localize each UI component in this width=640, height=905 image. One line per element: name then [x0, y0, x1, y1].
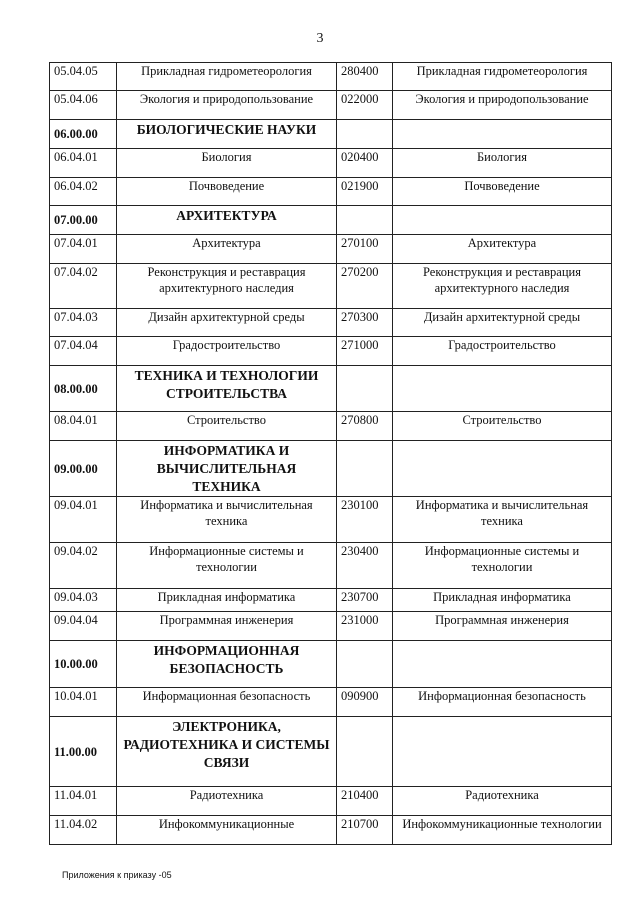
old-code-cell — [337, 366, 393, 412]
code-cell: 07.04.04 — [50, 337, 117, 366]
code-cell: 11.00.00 — [50, 717, 117, 787]
old-name-cell: Прикладная информатика — [393, 589, 612, 612]
code-cell: 09.04.02 — [50, 543, 117, 589]
code-cell: 09.04.03 — [50, 589, 117, 612]
old-code-cell: 270800 — [337, 412, 393, 441]
code-cell: 06.04.01 — [50, 149, 117, 178]
section-row — [50, 641, 612, 688]
old-name-cell: Информатика и вычислительная техника — [393, 497, 612, 543]
table-row — [50, 816, 612, 845]
table-row — [50, 787, 612, 816]
old-code-cell — [337, 641, 393, 688]
specialty-table — [49, 62, 612, 845]
name-cell: Программная инженерия — [117, 612, 337, 641]
table-row — [50, 412, 612, 441]
code-cell: 09.00.00 — [50, 441, 117, 497]
name-cell: Информационная безопасность — [117, 688, 337, 717]
old-code-cell: 090900 — [337, 688, 393, 717]
old-name-cell — [393, 717, 612, 787]
old-name-cell: Почвоведение — [393, 178, 612, 206]
code-cell: 07.04.02 — [50, 264, 117, 309]
old-name-cell: Прикладная гидрометеорология — [393, 63, 612, 91]
code-cell: 05.04.05 — [50, 63, 117, 91]
old-name-cell: Экология и природопользование — [393, 91, 612, 120]
name-cell: Инфокоммуникационные — [117, 816, 337, 845]
name-cell: Почвоведение — [117, 178, 337, 206]
old-name-cell: Радиотехника — [393, 787, 612, 816]
name-cell: ИНФОРМАЦИОННАЯ БЕЗОПАСНОСТЬ — [117, 641, 337, 688]
table-row — [50, 63, 612, 91]
old-code-cell — [337, 206, 393, 235]
table-row — [50, 235, 612, 264]
name-cell: Архитектура — [117, 235, 337, 264]
old-name-cell: Строительство — [393, 412, 612, 441]
old-code-cell: 210700 — [337, 816, 393, 845]
old-name-cell: Информационная безопасность — [393, 688, 612, 717]
code-cell: 07.04.01 — [50, 235, 117, 264]
name-cell: Прикладная информатика — [117, 589, 337, 612]
old-name-cell — [393, 641, 612, 688]
old-name-cell: Реконструкция и реставрация архитектурного наследия — [393, 264, 612, 309]
table-row — [50, 589, 612, 612]
old-name-cell — [393, 120, 612, 149]
old-code-cell: 231000 — [337, 612, 393, 641]
old-name-cell — [393, 206, 612, 235]
section-row — [50, 206, 612, 235]
old-name-cell — [393, 441, 612, 497]
name-cell: БИОЛОГИЧЕСКИЕ НАУКИ — [117, 120, 337, 149]
old-code-cell: 270300 — [337, 309, 393, 337]
old-name-cell — [393, 366, 612, 412]
old-name-cell: Инфокоммуникационные технологии — [393, 816, 612, 845]
table-row — [50, 91, 612, 120]
name-cell: Строительство — [117, 412, 337, 441]
table-row — [50, 337, 612, 366]
old-code-cell: 280400 — [337, 63, 393, 91]
name-cell: ЭЛЕКТРОНИКА, РАДИОТЕХНИКА И СИСТЕМЫ СВЯЗИ — [117, 717, 337, 787]
name-cell: Информационные системы и технологии — [117, 543, 337, 589]
code-cell: 11.04.01 — [50, 787, 117, 816]
name-cell: Прикладная гидрометеорология — [117, 63, 337, 91]
old-name-cell: Архитектура — [393, 235, 612, 264]
old-name-cell: Градостроительство — [393, 337, 612, 366]
name-cell: Экология и природопользование — [117, 91, 337, 120]
section-row — [50, 441, 612, 497]
table-row — [50, 264, 612, 309]
name-cell: Градостроительство — [117, 337, 337, 366]
name-cell: ТЕХНИКА И ТЕХНОЛОГИИ СТРОИТЕЛЬСТВА — [117, 366, 337, 412]
old-code-cell: 022000 — [337, 91, 393, 120]
old-code-cell — [337, 717, 393, 787]
table-row — [50, 543, 612, 589]
code-cell: 05.04.06 — [50, 91, 117, 120]
table-row — [50, 178, 612, 206]
old-code-cell — [337, 120, 393, 149]
old-code-cell — [337, 441, 393, 497]
table-row — [50, 149, 612, 178]
code-cell: 09.04.01 — [50, 497, 117, 543]
section-row — [50, 717, 612, 787]
table-row — [50, 497, 612, 543]
old-name-cell: Дизайн архитектурной среды — [393, 309, 612, 337]
name-cell: Дизайн архитектурной среды — [117, 309, 337, 337]
name-cell: ИНФОРМАТИКА И ВЫЧИСЛИТЕЛЬНАЯ ТЕХНИКА — [117, 441, 337, 497]
footer-note: Приложения к приказу -05 — [62, 870, 172, 880]
old-code-cell: 270100 — [337, 235, 393, 264]
old-code-cell: 230700 — [337, 589, 393, 612]
old-code-cell: 271000 — [337, 337, 393, 366]
section-row — [50, 366, 612, 412]
old-name-cell: Информационные системы и технологии — [393, 543, 612, 589]
page-number: 3 — [316, 31, 324, 46]
code-cell: 10.00.00 — [50, 641, 117, 688]
name-cell: Информатика и вычислительная техника — [117, 497, 337, 543]
old-code-cell: 210400 — [337, 787, 393, 816]
old-code-cell: 021900 — [337, 178, 393, 206]
code-cell: 06.00.00 — [50, 120, 117, 149]
section-row — [50, 120, 612, 149]
old-name-cell: Программная инженерия — [393, 612, 612, 641]
old-name-cell: Биология — [393, 149, 612, 178]
table-row — [50, 612, 612, 641]
old-code-cell: 270200 — [337, 264, 393, 309]
name-cell: Реконструкция и реставрация архитектурного наследия — [117, 264, 337, 309]
name-cell: Биология — [117, 149, 337, 178]
code-cell: 06.04.02 — [50, 178, 117, 206]
old-code-cell: 230400 — [337, 543, 393, 589]
code-cell: 10.04.01 — [50, 688, 117, 717]
code-cell: 07.04.03 — [50, 309, 117, 337]
old-code-cell: 230100 — [337, 497, 393, 543]
code-cell: 11.04.02 — [50, 816, 117, 845]
table-row — [50, 309, 612, 337]
name-cell: Радиотехника — [117, 787, 337, 816]
name-cell: АРХИТЕКТУРА — [117, 206, 337, 235]
code-cell: 08.00.00 — [50, 366, 117, 412]
old-code-cell: 020400 — [337, 149, 393, 178]
code-cell: 08.04.01 — [50, 412, 117, 441]
code-cell: 07.00.00 — [50, 206, 117, 235]
code-cell: 09.04.04 — [50, 612, 117, 641]
table-row — [50, 688, 612, 717]
